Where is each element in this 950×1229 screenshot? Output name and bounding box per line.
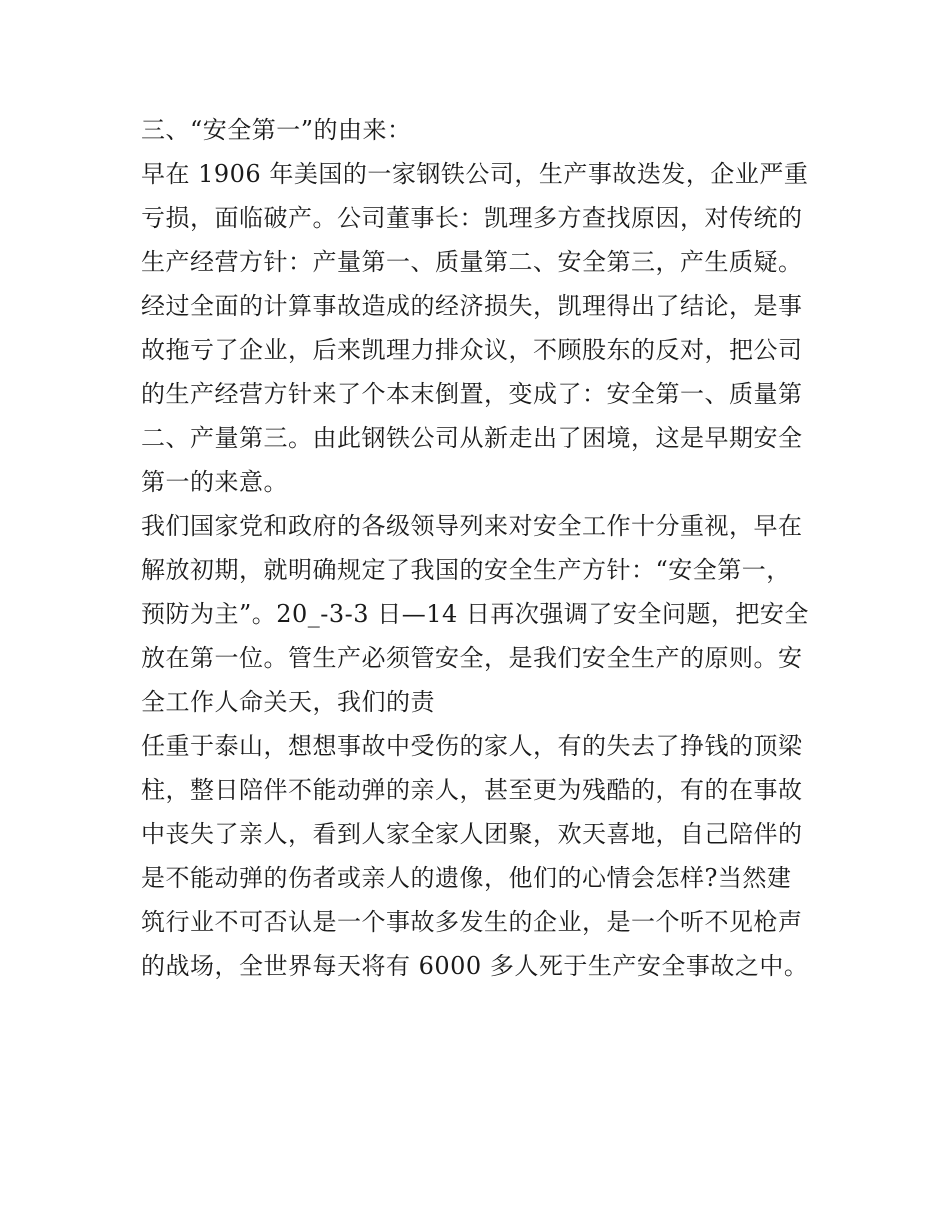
document-body	[141, 108, 821, 988]
text-line: 柱，整日陪伴不能动弹的亲人，甚至更为残酷的，有的在事故	[141, 776, 803, 804]
text-line: 筑行业不可否认是一个事故多发生的企业，是一个听不见枪声	[141, 908, 803, 936]
text-line: 二、产量第三。由此钢铁公司从新走出了困境，这是早期安全	[141, 424, 803, 452]
text-line: 预防为主”。20_-3-3 日—14 日再次强调了安全问题，把安全	[141, 600, 809, 628]
text-line: 生产经营方针：产量第一、质量第二、安全第三，产生质疑。	[141, 248, 803, 276]
text-line: 经过全面的计算事故造成的经济损失，凯理得出了结论，是事	[141, 292, 803, 320]
text-line: 故拖亏了企业，后来凯理力排众议，不顾股东的反对，把公司	[141, 336, 803, 364]
text-line: 的生产经营方针来了个本末倒置，变成了：安全第一、质量第	[141, 380, 803, 408]
text-line: 亏损，面临破产。公司董事长：凯理多方查找原因，对传统的	[141, 204, 803, 232]
text-line: 是不能动弹的伤者或亲人的遗像，他们的心情会怎样?当然建	[141, 864, 792, 892]
text-line: 放在第一位。管生产必须管安全，是我们安全生产的原则。安	[141, 644, 803, 672]
text-line: 全工作人命关天，我们的责	[141, 688, 435, 716]
text-line: 任重于泰山，想想事故中受伤的家人，有的失去了挣钱的顶梁	[141, 732, 803, 760]
text-line: 中丧失了亲人，看到人家全家人团聚，欢天喜地，自己陪伴的	[141, 820, 803, 848]
section-heading: 三、“安全第一”的由来：	[141, 116, 412, 144]
text-line: 解放初期，就明确规定了我国的安全生产方针：“安全第一，	[141, 556, 791, 584]
text-line: 的战场，全世界每天将有 6000 多人死于生产安全事故之中。	[141, 952, 809, 980]
text-line: 早在 1906 年美国的一家钢铁公司，生产事故迭发，企业严重	[141, 160, 809, 188]
text-line: 我们国家党和政府的各级领导列来对安全工作十分重视，早在	[141, 512, 803, 540]
text-line: 第一的来意。	[141, 468, 288, 496]
